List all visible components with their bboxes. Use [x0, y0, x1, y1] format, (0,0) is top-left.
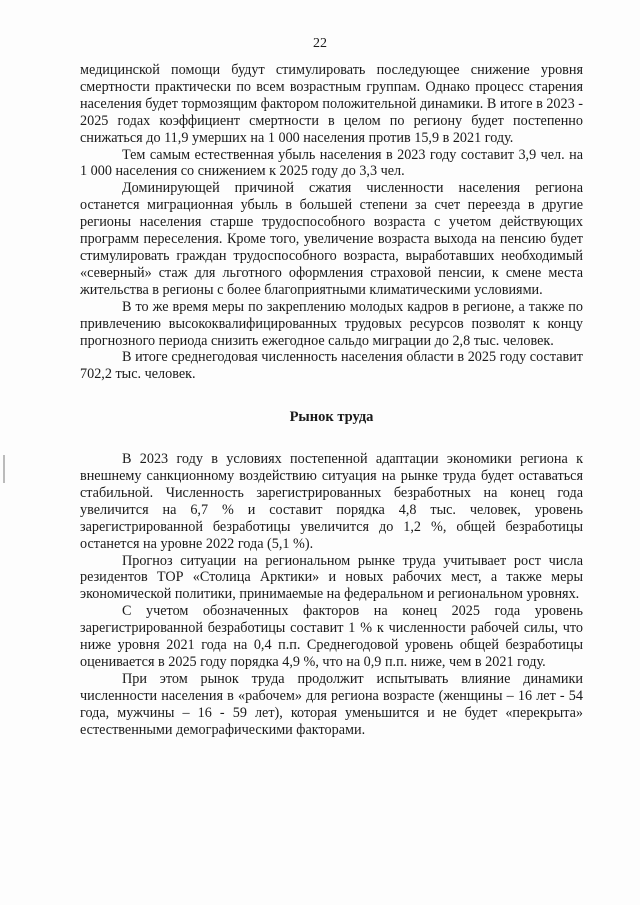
paragraph: Прогноз ситуации на региональном рынке труда учитывает рост числа резидентов ТОР «Столица Арктики» и новых рабочих мест, а также меры экономической политики, принимаемые на федеральном и региональном уровнях. — [80, 552, 583, 603]
paragraph: медицинской помощи будут стимулировать последующее снижение уровня смертности практически по всем возрастным группам. Однако процесс старения населения будет тормозящим фактором положительной динамики. В итоге в 2023 - 2025 годах коэффициент смертности в целом по региону будет постепенно снижаться до 11,9 умерших на 1 000 населения против 15,9 в 2021 году. — [80, 62, 583, 146]
page-number: 22 — [313, 36, 327, 51]
section-heading: Рынок труда — [289, 409, 374, 426]
paragraph: В то же время меры по закреплению молодых кадров в регионе, а также по привлечению высококвалифицированных трудовых ресурсов позволят к концу прогнозного периода снизить ежегодное сальдо миграции до 2,8 тыс. человек. — [80, 298, 583, 349]
paragraph: С учетом обозначенных факторов на конец 2025 года уровень зарегистрированной безработицы составит 1 % к численности рабочей силы, что ниже уровня 2021 года на 0,4 п.п. Среднегодовой уровень общей безработицы оценивается в 2025 году порядка 4,9 %, что на 0,9 п.п. ниже, чем в 2021 году. — [80, 603, 583, 670]
paragraph: Тем самым естественная убыль населения в 2023 году составит 3,9 чел. на 1 000 населения со снижением к 2025 году до 3,3 чел. — [80, 146, 583, 180]
document-body — [80, 62, 583, 739]
paragraph: При этом рынок труда продолжит испытывать влияние динамики численности населения в «рабочем» для региона возрасте (женщины – 16 лет - 54 года, мужчины – 16 - 59 лет), которая уменьшится и не будет «перекрыта» естественными демографическими факторами. — [80, 670, 583, 738]
scan-edge-mark — [3, 455, 5, 483]
paragraph: Доминирующей причиной сжатия численности населения региона останется миграционная убыль в большей степени за счет переезда в другие регионы населения старше трудоспособного возраста с учетом действующих программ переселения. Кроме того, увеличение возраста выхода на пенсию будет стимулировать граждан трудоспособного возраста, выработавших необходимый «северный» стаж для льготного оформления страховой пенсии, к смене места жительства в регионы с более благоприятными климатическими условиями. — [80, 180, 583, 298]
paragraph: В итоге среднегодовая численность населения области в 2025 году составит 702,2 тыс. человек. — [80, 349, 583, 383]
paragraph: В 2023 году в условиях постепенной адаптации экономики региона к внешнему санкционному воздействию ситуация на рынке труда будет оставаться стабильной. Численность зарегистрированных безработных на конец года увеличится на 6,7 % и составит порядка 4,8 тыс. человек, уровень зарегистрированной безработицы увеличится до 1,2 %, общей безработицы останется на уровне 2022 года (5,1 %). — [80, 451, 583, 552]
